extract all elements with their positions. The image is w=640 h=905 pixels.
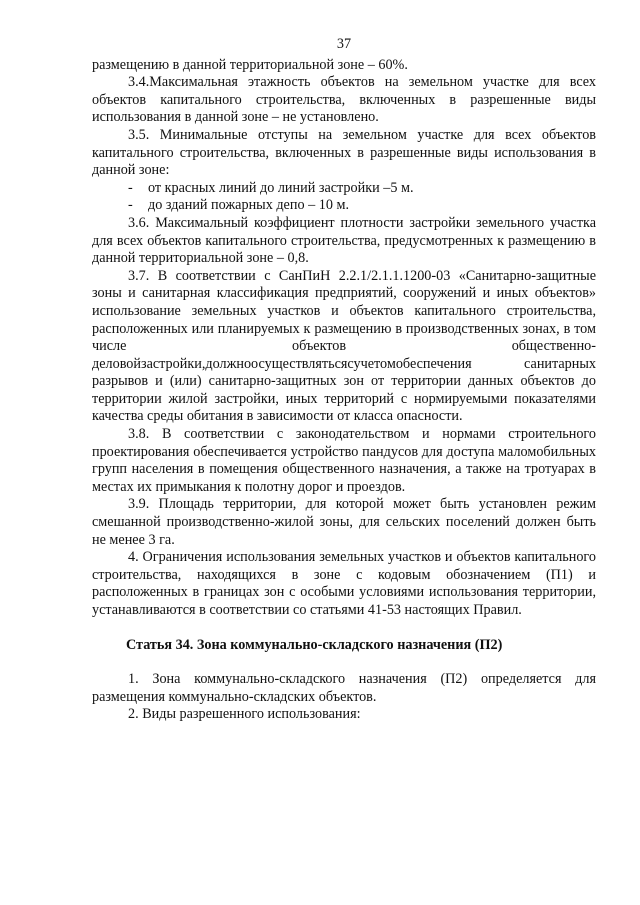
paragraph-3-6: 3.6. Максимальный коэффициент плотности застройки земельного участка для всех объектов капитального строительства, предусмотренных к размещению в данной территориальной зоне – 0,8. xyxy=(92,214,596,267)
document-page xyxy=(92,36,596,724)
paragraph-3-7: 3.7. В соответствии с СанПиН 2.2.1/2.1.1.1200-03 «Санитарно-защитные зоны и санитарная классификация предприятий, сооружений и иных объектов» использование земельных участков и объектов капитального строительства, расположенных или планируемых к размещению в производственных зонах, в том числе объектов общественно-деловойзастройки,должноосуществлятьсясучетомобеспечения санитарных разрывов и (или) санитарно-защитных зон от территории данных объектов до территории жилой застройки, иных территорий с нормируемыми показателями качества среды обитания в зависимости от класса опасности. xyxy=(92,267,596,425)
dash-list-item xyxy=(128,180,596,198)
paragraph-3-8: 3.8. В соответствии с законодательством и нормами строительного проектирования обеспечивается устройство пандусов для доступа маломобильных групп населения в помещения общественного назначения, а также на тротуарах в местах их примыкания к полотну дорог и проездов. xyxy=(92,426,596,495)
page-number: 37 xyxy=(336,36,352,52)
dash-item-text: от красных линий до линий застройки –5 м. xyxy=(148,179,414,196)
paragraph-permitted-uses: 2. Виды разрешенного использования: xyxy=(128,706,361,723)
dash-marker: - xyxy=(128,179,133,196)
article-heading: Статья 34. Зона коммунально-складского назначения (П2) xyxy=(126,636,503,653)
dash-marker: - xyxy=(128,197,133,214)
dash-item-text: до зданий пожарных депо – 10 м. xyxy=(148,197,349,214)
paragraph-3-4: 3.4.Максимальная этажность объектов на земельном участке для всех объектов капитального строительства, включенных в разрешенные виды использования в данной зоне – не установлено. xyxy=(92,74,596,126)
paragraph-3-5: 3.5. Минимальные отступы на земельном участке для всех объектов капитального строительства, включенных в разрешенные виды использования в данной зоне: xyxy=(92,126,596,179)
dash-list-item xyxy=(128,197,596,215)
paragraph-continuation: размещению в данной территориальной зоне – 60%. xyxy=(92,56,408,73)
paragraph-zone-definition: 1. Зона коммунально-складского назначения (П2) определяется для размещения коммунально-складских объектов. xyxy=(92,671,596,705)
paragraph-4: 4. Ограничения использования земельных участков и объектов капитального строительства, находящихся в зоне с кодовым обозначением (П1) и расположенных в границах зон с особыми условиями использования территории, устанавливаются в соответствии со статьями 41-53 настоящих Правил. xyxy=(92,549,596,618)
paragraph-3-9: 3.9. Площадь территории, для которой может быть установлен режим смешанной производственно-жилой зоны, для сельских поселений должен быть не менее 3 га. xyxy=(92,496,596,548)
